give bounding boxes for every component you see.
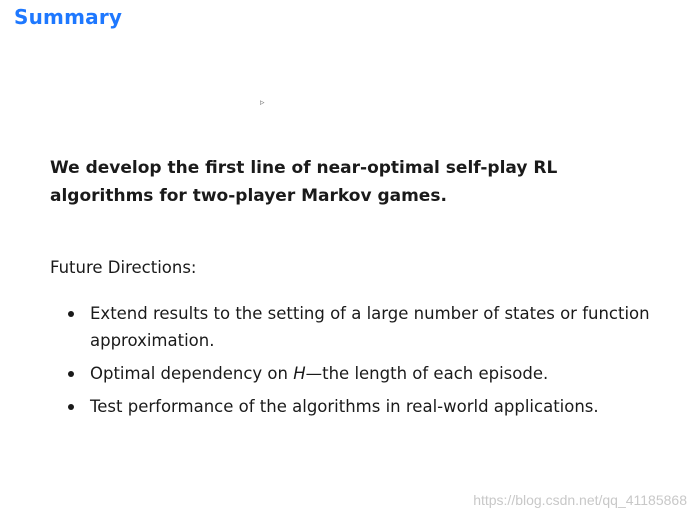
bullet-text-prefix: Optimal dependency on <box>90 364 294 383</box>
slide-title: Summary <box>14 5 123 29</box>
future-directions-heading: Future Directions: <box>50 258 197 277</box>
bullet-dot-icon <box>68 404 74 410</box>
bullet-dot-icon <box>68 371 74 377</box>
list-item <box>66 393 666 420</box>
future-directions-list <box>66 300 666 426</box>
mouse-cursor-icon: ▹ <box>260 98 265 108</box>
bullet-text: Test performance of the algorithms in real-world applications. <box>90 397 599 416</box>
list-item <box>66 360 666 387</box>
episode-length-variable: H <box>293 364 306 383</box>
bullet-text: Extend results to the setting of a large number of states or function approximation. <box>90 304 650 350</box>
bullet-dot-icon <box>68 311 74 317</box>
watermark: https://blog.csdn.net/qq_41185868 <box>473 492 687 508</box>
list-item <box>66 300 670 354</box>
bullet-text-suffix: —the length of each episode. <box>305 364 549 383</box>
main-statement: We develop the first line of near-optimal self-play RL algorithms for two-player Markov games. <box>50 158 558 206</box>
